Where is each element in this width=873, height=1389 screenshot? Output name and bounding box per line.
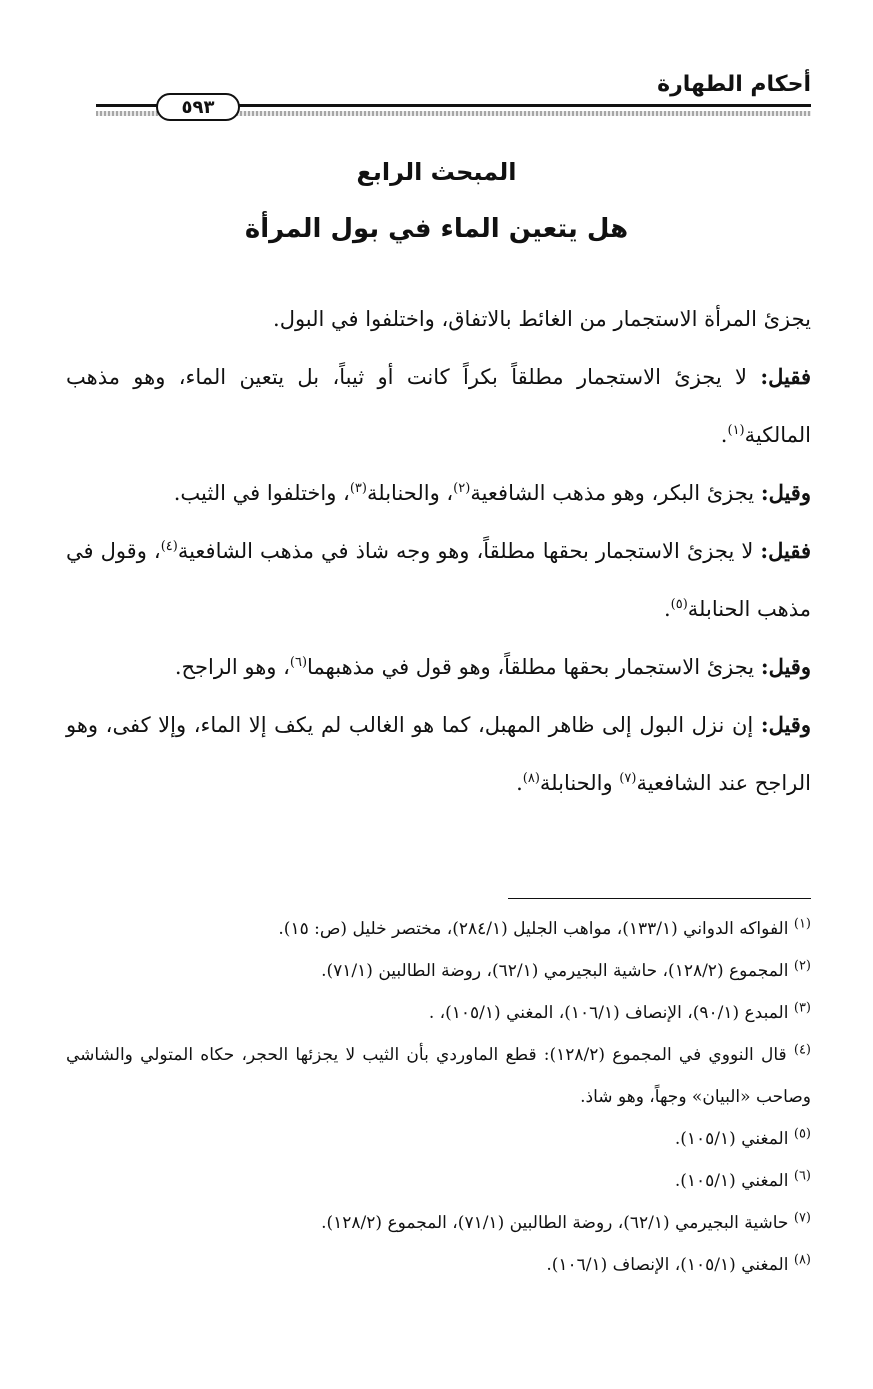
footnote-text: المغني (١٠٥/١). [674,1171,789,1191]
paragraph-5 [66,638,811,696]
paragraph-lead: فقيل: [760,364,811,389]
footnote-ref[interactable]: (٧) [619,771,637,786]
footnote-text: حاشية البجيرمي (٦٢/١)، روضة الطالبين (٧١/١)، المجموع (١٢٨/٢). [321,1213,789,1233]
footnote-text: الفواكه الدواني (١٣٣/١)، مواهب الجليل (٢٨٤/١)، مختصر خليل (ص: ١٥). [278,919,789,939]
footnote-text: المغني (١٠٥/١)، الإنصاف (١٠٦/١). [546,1255,789,1275]
running-title: أحكام الطهارة [657,72,811,97]
footnote [66,1244,811,1286]
paragraph-text: يجزئ البكر، وهو مذهب الشافعية [470,481,761,505]
paragraph-tail: . [720,423,728,447]
page-number: ٥٩٣ [156,93,240,121]
footnote-text: المبدع (٩٠/١)، الإنصاف (١٠٦/١)، المغني (١٠٥/١)، . [428,1003,789,1023]
footnote [66,950,811,992]
body-text [66,290,811,812]
footnote-number: (٤) [793,1042,811,1058]
footnote-number: (٢) [793,958,811,974]
footnote-number: (٥) [793,1126,811,1142]
paragraph-text: . [663,597,671,621]
paragraph-text: لا يجزئ الاستجمار مطلقاً بكراً كانت أو ثيباً، بل يتعين الماء، وهو مذهب المالكية [66,365,811,447]
paragraph-2 [66,348,811,464]
footnote-text: قال النووي في المجموع (١٢٨/٢): قطع الماوردي بأن الثيب لا يجزئها الحجر، حكاه المتولي والشاشي وصاحب «البيان» وجهاً، وهو شاذ. [66,1045,811,1107]
paragraph-text: ، وهو الراجح. [174,655,290,679]
footnote-ref[interactable]: (٣) [349,481,367,496]
footnote-text: المجموع (١٢٨/٢)، حاشية البجيرمي (٦٢/١)، روضة الطالبين (٧١/١). [321,961,789,981]
paragraph-1 [66,290,811,348]
footnote-number: (٧) [793,1210,811,1226]
paragraph-text: ، واختلفوا في الثيب. [173,481,350,505]
footnote-text: المغني (١٠٥/١). [674,1129,789,1149]
paragraph-lead: وقيل: [760,480,811,505]
chapter-title: المبحث الرابع [356,158,517,186]
paragraph-4 [66,522,811,638]
footnote-number: (٦) [793,1168,811,1184]
footnote [66,1160,811,1202]
paragraph-text: إن نزل البول إلى ظاهر المهبل، كما هو الغالب لم يكف إلا الماء، وإلا كفى، وهو الراجح عند الشافعية [66,713,811,795]
footnote-ref[interactable]: (٤) [160,539,178,554]
footnote-rule [508,898,811,899]
paragraph-text: ، والحنابلة [366,481,454,505]
paragraph-text: يجزئ الاستجمار بحقها مطلقاً، وهو قول في مذهبهما [307,655,761,679]
paragraph-6 [66,696,811,812]
paragraph-lead: وقيل: [760,654,811,679]
paragraph-text: لا يجزئ الاستجمار بحقها مطلقاً، وهو وجه شاذ في مذهب الشافعية [177,539,761,563]
footnote [66,908,811,950]
footnote-ref[interactable]: (١) [727,423,745,438]
paragraph-text: . [516,771,523,795]
paragraph-text: يجزئ المرأة الاستجمار من الغائط بالاتفاق، واختلفوا في البول. [273,307,811,331]
footnote-ref[interactable]: (٦) [289,655,308,670]
footnote-ref[interactable]: (٢) [453,481,471,496]
footnote [66,1034,811,1118]
paragraph-3 [66,464,811,522]
footnote-ref[interactable]: (٨) [522,771,540,786]
section-title: هل يتعين الماء في بول المرأة [244,214,629,244]
footnote-number: (٨) [793,1252,811,1268]
paragraph-text: والحنابلة [539,771,620,795]
footnote [66,1202,811,1244]
footnotes [66,908,811,1286]
footnote [66,1118,811,1160]
footnote-ref[interactable]: (٥) [670,597,688,612]
paragraph-text: ، وقول في مذهب الحنابلة [66,539,811,621]
footnote-number: (١) [793,916,811,932]
paragraph-lead: وقيل: [760,712,811,737]
footnote [66,992,811,1034]
paragraph-lead: فقيل: [760,538,811,563]
footnote-number: (٣) [793,1000,811,1016]
